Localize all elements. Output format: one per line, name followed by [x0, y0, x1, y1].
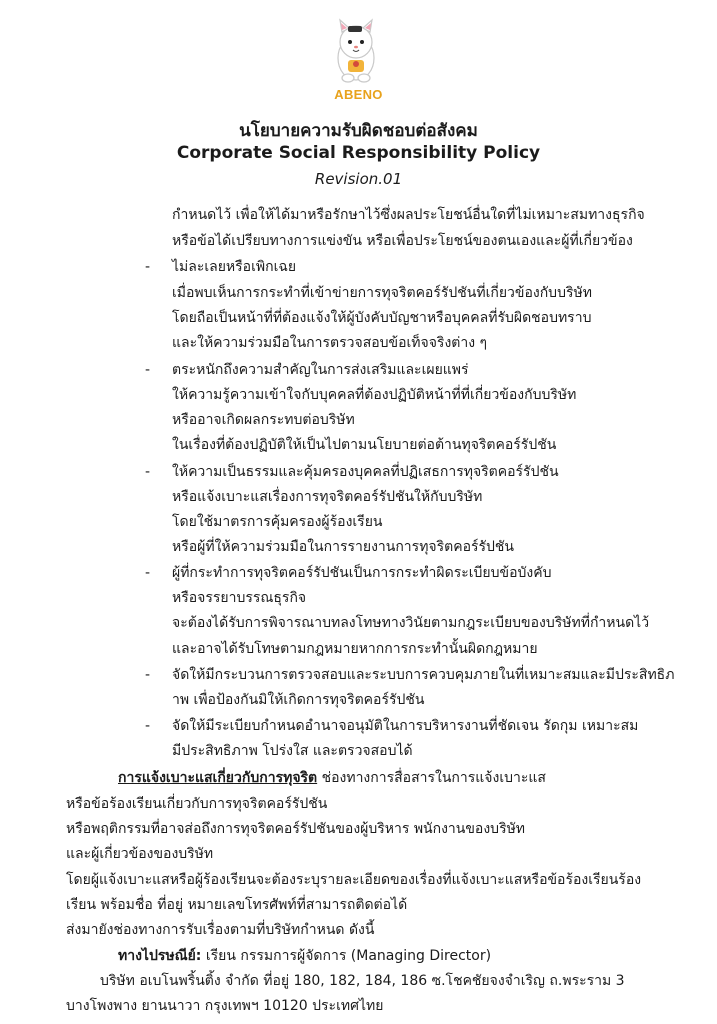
bullet-dash: -	[145, 565, 151, 581]
bullet-line: ตระหนักถึงความสำคัญในการส่งเสริมและเผยแพร่	[172, 362, 469, 378]
bullet-line: และอาจได้รับโทษตามกฎหมายหากการกระทำนั้นผิดกฎหมาย	[172, 641, 538, 657]
bullet-dash: -	[145, 259, 151, 275]
bullet-line: โดยถือเป็นหน้าที่ที่ต้องแจ้งให้ผู้บังคับบัญชาหรือบุคคลที่รับผิดชอบทราบ	[172, 310, 592, 326]
bullet-line: หรือแจ้งเบาะแสเรื่องการทุจริตคอร์รัปชันให้กับบริษัท	[172, 489, 483, 505]
post-label: ทางไปรษณีย์:	[118, 948, 202, 964]
bullet-line: ในเรื่องที่ต้องปฏิบัติให้เป็นไปตามนโยบายต่อต้านทุจริตคอร์รัปชัน	[172, 437, 557, 453]
bullet-line: ไม่ละเลยหรือเพิกเฉย	[172, 259, 297, 275]
bullet-line: โดยใช้มาตรการคุ้มครองผู้ร้องเรียน	[172, 514, 383, 530]
bullet-dash: -	[145, 362, 151, 378]
intro-line: กำหนดไว้ เพื่อให้ได้มาหรือรักษาไว้ซึ่งผลประโยชน์อื่นใดที่ไม่เหมาะสมทางธุรกิจ	[172, 207, 645, 223]
brand-name: ABENO	[334, 87, 383, 102]
bullet-line: จะต้องได้รับการพิจารณาบทลงโทษทางวินัยตามกฎระเบียบของบริษัทที่กำหนดไว้	[172, 615, 650, 631]
bullet-line: าพ เพื่อป้องกันมิให้เกิดการทุจริตคอร์รัปชัน	[172, 692, 425, 708]
address-line: บางโพงพาง ยานนาวา กรุงเทพฯ 10120 ประเทศไทย	[66, 998, 384, 1014]
whistle-line: หรือข้อร้องเรียนเกี่ยวกับการทุจริตคอร์รัปชัน	[66, 796, 328, 812]
intro-line: หรือข้อได้เปรียบทางการแข่งขัน หรือเพื่อประโยชน์ของตนเองและผู้ที่เกี่ยวข้อง	[172, 233, 633, 249]
title-thai: นโยบายความรับผิดชอบต่อสังคม	[239, 121, 478, 141]
bullet-line: ให้ความรู้ความเข้าใจกับบุคคลที่ต้องปฏิบัติหน้าที่ที่เกี่ยวข้องกับบริษัท	[172, 387, 577, 403]
whistle-line: และผู้เกี่ยวข้องของบริษัท	[66, 846, 214, 862]
whistle-line: หรือพฤติกรรมที่อาจส่อถึงการทุจริตคอร์รัปชันของผู้บริหาร พนักงานของบริษัท	[66, 821, 526, 837]
bullet-dash: -	[145, 667, 151, 683]
bullet-dash: -	[145, 464, 151, 480]
bullet-line: เมื่อพบเห็นการกระทำที่เข้าข่ายการทุจริตคอร์รัปชันที่เกี่ยวข้องกับบริษัท	[172, 285, 592, 301]
bullet-line: และให้ความร่วมมือในการตรวจสอบข้อเท็จจริงต่าง ๆ	[172, 335, 488, 351]
title-english: Corporate Social Responsibility Policy	[176, 143, 541, 163]
whistle-heading-line	[118, 769, 546, 787]
abeno-mascot-logo	[318, 18, 394, 90]
bullet-line: จัดให้มีระเบียบกำหนดอำนาจอนุมัติในการบริหารงานที่ชัดเจน รัดกุม เหมาะสม	[172, 718, 639, 734]
bullet-line: ผู้ที่กระทำการทุจริตคอร์รัปชันเป็นการกระทำผิดระเบียบข้อบังคับ	[172, 565, 552, 581]
whistle-line: โดยผู้แจ้งเบาะแสหรือผู้ร้องเรียนจะต้องระบุรายละเอียดของเรื่องที่แจ้งเบาะแสหรือข้อร้องเรียนร้อง	[66, 872, 642, 888]
bullet-line: หรืออาจเกิดผลกระทบต่อบริษัท	[172, 412, 355, 428]
address-line: บริษัท อเบโนพริ้นติ้ง จำกัด ที่อยู่ 180, 182, 184, 186 ซ.โชคชัยจงจำเริญ ถ.พระราม 3	[100, 973, 625, 989]
whistle-line: ส่งมายังช่องทางการรับเรื่องตามที่บริษัทกำหนด ดังนี้	[66, 922, 375, 938]
revision-label: Revision.01	[314, 170, 403, 188]
bullet-line: ให้ความเป็นธรรมและคุ้มครองบุคคลที่ปฏิเสธการทุจริตคอร์รัปชัน	[172, 464, 559, 480]
bullet-line: หรือจรรยาบรรณธุรกิจ	[172, 590, 307, 606]
bullet-line: จัดให้มีกระบวนการตรวจสอบและระบบการควบคุมภายในที่เหมาะสมและมีประสิทธิภ	[172, 667, 675, 683]
bullet-dash: -	[145, 718, 151, 734]
whistle-line: เรียน พร้อมชื่อ ที่อยู่ หมายเลขโทรศัพท์ที่สามารถติดต่อได้	[66, 897, 408, 913]
whistle-heading-rest: ช่องทางการสื่อสารในการแจ้งเบาะแส	[317, 770, 546, 786]
bullet-line: มีประสิทธิภาพ โปร่งใส และตรวจสอบได้	[172, 743, 413, 759]
whistle-heading: การแจ้งเบาะแสเกี่ยวกับการทุจริต	[118, 770, 318, 786]
post-channel-line	[118, 947, 491, 965]
post-recipient: เรียน กรรมการผู้จัดการ (Managing Director)	[201, 948, 492, 964]
bullet-line: หรือผู้ที่ให้ความร่วมมือในการรายงานการทุจริตคอร์รัปชัน	[172, 539, 515, 555]
